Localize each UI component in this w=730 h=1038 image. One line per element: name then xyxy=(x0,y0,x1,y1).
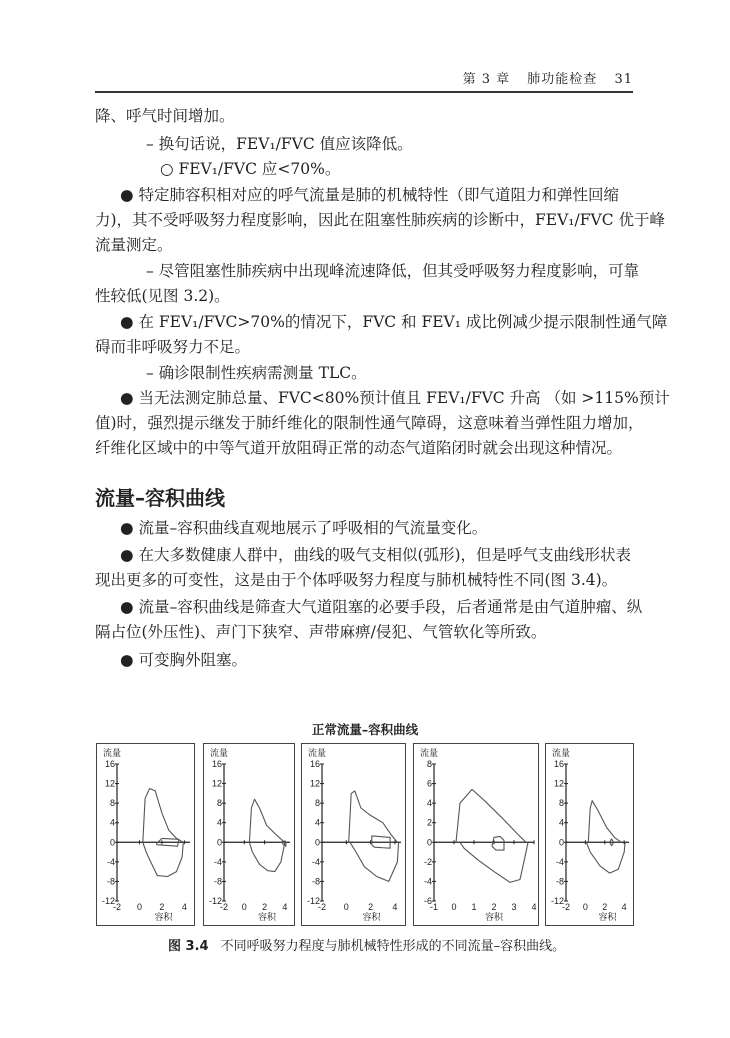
caption-label: 图 3.4 xyxy=(168,939,209,954)
y-tick-label: 16 xyxy=(104,759,115,769)
y-tick-label: 8 xyxy=(558,798,564,809)
body-line: ● 当无法测定肺总量、FVC<80%预计值且 FEV₁/FVC 升高 （如 >115%预计 xyxy=(120,389,670,407)
y-axis-label: 流量 xyxy=(552,748,571,758)
running-header xyxy=(451,68,633,87)
x-tick-label: -2 xyxy=(112,902,122,912)
body-line: – 尽管阻塞性肺疾病中出现峰流速降低，但其受呼吸努力程度影响，可靠 xyxy=(146,262,640,280)
body-line: 碍而非呼吸努力不足。 xyxy=(95,338,251,356)
y-tick-label: -12 xyxy=(101,896,115,906)
y-tick-label: 8 xyxy=(216,798,222,809)
x-tick-label: -1 xyxy=(429,902,439,912)
body-line: 值)时，强烈提示继发于肺纤维化的限制性通气障碍，这意味着当弹性阻力增加， xyxy=(95,414,644,432)
body-line: 力)，其不受呼吸努力程度影响，因此在阻塞性肺疾病的诊断中，FEV₁/FVC 优于峰 xyxy=(95,211,665,229)
section-line: ● 在大多数健康人群中，曲线的吸气支相似(弧形)，但是呼气支曲线形状表 xyxy=(120,546,632,564)
y-tick-label: 4 xyxy=(109,817,115,828)
chart-svg xyxy=(204,744,294,925)
inspiratory-curve xyxy=(143,842,184,876)
flow-volume-panel-3 xyxy=(301,743,406,926)
x-tick-label: 4 xyxy=(181,902,187,912)
expiratory-curve xyxy=(588,801,621,843)
body-line: 降、呼气时间增加。 xyxy=(95,107,235,125)
y-tick-label: -2 xyxy=(423,856,432,867)
page-number: 31 xyxy=(614,72,633,87)
x-tick-label: 1 xyxy=(471,902,477,912)
body-line: 性较低(见图 3.2)。 xyxy=(95,287,230,305)
x-axis-label: 容积 xyxy=(484,912,504,922)
expiratory-curve xyxy=(249,799,285,842)
x-tick-label: -2 xyxy=(219,902,229,912)
x-tick-label: 0 xyxy=(241,902,247,912)
header-rule xyxy=(95,91,633,93)
chart-svg xyxy=(546,744,633,925)
y-tick-label: 12 xyxy=(211,778,222,789)
y-tick-label: 0 xyxy=(109,837,115,848)
x-tick-label: -2 xyxy=(561,902,571,912)
y-tick-label: -8 xyxy=(106,876,115,887)
body-line: 流量测定。 xyxy=(95,236,173,254)
y-tick-label: 12 xyxy=(104,778,115,789)
x-axis-label: 容积 xyxy=(362,912,381,922)
y-tick-label: 16 xyxy=(553,759,564,769)
y-tick-label: -12 xyxy=(208,896,222,906)
y-axis-label: 流量 xyxy=(308,748,327,758)
y-tick-label: 12 xyxy=(553,778,564,789)
body-line: ● 特定肺容积相对应的呼气流量是肺的机械特性（即气道阻力和弹性回缩 xyxy=(120,186,619,204)
expiratory-curve xyxy=(143,789,184,843)
chart-svg xyxy=(97,744,194,925)
x-tick-label: 0 xyxy=(582,902,588,912)
section-line: ● 流量–容积曲线是筛查大气道阻塞的必要手段，后者通常是由气道肿瘤、纵 xyxy=(120,598,643,616)
y-tick-label: 8 xyxy=(426,759,432,769)
y-tick-label: 4 xyxy=(426,798,432,809)
expiratory-curve xyxy=(349,791,398,842)
y-tick-label: 0 xyxy=(314,837,320,848)
x-tick-label: 3 xyxy=(511,902,517,912)
body-line: – 换句话说，FEV₁/FVC 值应该降低。 xyxy=(146,135,413,153)
x-tick-label: 0 xyxy=(343,902,349,912)
x-tick-label: 4 xyxy=(282,902,288,912)
section-line: ● 可变胸外阻塞。 xyxy=(120,651,247,669)
expiratory-curve xyxy=(456,789,526,842)
section-heading: 流量–容积曲线 xyxy=(95,486,225,510)
x-axis-label: 容积 xyxy=(257,912,277,922)
flow-volume-panel-5 xyxy=(545,743,634,926)
x-tick-label: -2 xyxy=(317,902,327,912)
chart-svg xyxy=(302,744,405,925)
x-tick-label: 0 xyxy=(451,902,457,912)
y-tick-label: -12 xyxy=(306,896,320,906)
x-tick-label: 2 xyxy=(602,902,608,912)
flow-volume-panel-1 xyxy=(96,743,195,926)
y-tick-label: 8 xyxy=(314,798,320,809)
y-tick-label: -4 xyxy=(311,856,320,867)
figure-caption xyxy=(168,935,565,954)
caption-text: 不同呼吸努力程度与肺机械特性形成的不同流量–容积曲线。 xyxy=(220,939,566,954)
body-line: ○ FEV₁/FVC 应<70%。 xyxy=(160,160,341,178)
y-tick-label: 2 xyxy=(426,817,432,828)
y-tick-label: 16 xyxy=(309,759,320,769)
body-line: – 确诊限制性疾病需测量 TLC。 xyxy=(146,364,367,382)
chart-svg xyxy=(414,744,538,925)
x-axis-label: 容积 xyxy=(598,912,617,922)
y-tick-label: 4 xyxy=(216,817,222,828)
flow-volume-panel-4 xyxy=(413,743,539,926)
x-tick-label: 2 xyxy=(159,902,165,912)
y-tick-label: 0 xyxy=(216,837,222,848)
x-tick-label: 2 xyxy=(491,902,497,912)
section-line: 隔占位(外压性)、声门下狭窄、声带麻痹/侵犯、气管软化等所致。 xyxy=(95,623,547,641)
y-axis-label: 流量 xyxy=(103,748,122,758)
inspiratory-curve xyxy=(586,842,625,873)
section-label: 肺功能检查 xyxy=(527,72,598,87)
y-tick-label: 12 xyxy=(309,778,320,789)
y-tick-label: -8 xyxy=(555,876,564,887)
y-tick-label: 0 xyxy=(426,837,432,848)
y-tick-label: -6 xyxy=(423,896,432,906)
x-tick-label: 4 xyxy=(392,902,398,912)
flow-volume-panel-2 xyxy=(203,743,295,926)
y-tick-label: -4 xyxy=(106,856,115,867)
x-tick-label: 2 xyxy=(368,902,374,912)
y-tick-label: 8 xyxy=(109,798,115,809)
section-line: ● 流量–容积曲线直观地展示了呼吸相的气流量变化。 xyxy=(120,519,488,537)
body-line: 纤维化区域中的中等气道开放阻碍正常的动态气道陷闭时就会出现这种情况。 xyxy=(95,439,623,457)
inspiratory-curve xyxy=(249,842,285,871)
y-tick-label: 0 xyxy=(558,837,564,848)
chapter-label: 第 3 章 xyxy=(462,72,511,87)
y-tick-label: -4 xyxy=(423,876,432,887)
y-tick-label: -4 xyxy=(213,856,222,867)
y-tick-label: 4 xyxy=(558,817,564,828)
figure-title: 正常流量–容积曲线 xyxy=(311,722,419,737)
y-tick-label: 4 xyxy=(314,817,320,828)
x-axis-label: 容积 xyxy=(154,912,173,922)
x-tick-label: 2 xyxy=(262,902,268,912)
y-axis-label: 流量 xyxy=(210,748,229,758)
x-tick-label: 4 xyxy=(531,902,537,912)
section-line: 现出更多的可变性，这是由于个体呼吸努力程度与肺机械特性不同(图 3.4)。 xyxy=(95,571,618,589)
y-axis-label: 流量 xyxy=(420,748,439,758)
y-tick-label: 6 xyxy=(426,778,432,789)
y-tick-label: -12 xyxy=(550,896,564,906)
x-tick-label: 0 xyxy=(136,902,142,912)
y-tick-label: -4 xyxy=(555,856,564,867)
x-tick-label: 4 xyxy=(621,902,627,912)
y-tick-label: -8 xyxy=(213,876,222,887)
y-tick-label: 16 xyxy=(211,759,222,769)
y-tick-label: -8 xyxy=(311,876,320,887)
inspiratory-curve xyxy=(350,842,399,881)
body-line: ● 在 FEV₁/FVC>70%的情况下，FVC 和 FEV₁ 成比例减少提示限制性通气障 xyxy=(120,313,668,331)
